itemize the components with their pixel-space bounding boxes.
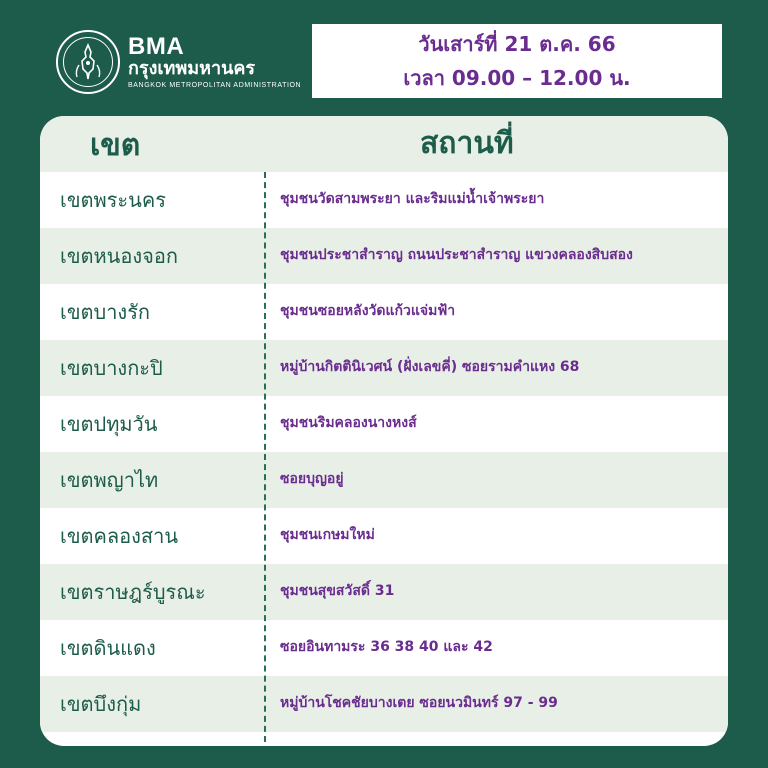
- place-cell: ชุมชนเกษมใหม่: [280, 527, 375, 543]
- header-place: สถานที่: [420, 126, 514, 161]
- logo-english-name: BANGKOK METROPOLITAN ADMINISTRATION: [128, 82, 302, 89]
- logo-thai-name: กรุงเทพมหานคร: [128, 58, 256, 79]
- district-cell: เขตปทุมวัน: [60, 412, 158, 436]
- district-cell: เขตหนองจอก: [60, 244, 178, 268]
- place-cell: ชุมชนประชาสำราญ ถนนประชาสำราญ แขวงคลองสิบสอง: [280, 247, 633, 263]
- table-row: [40, 620, 728, 676]
- bma-logo: [56, 30, 306, 100]
- place-cell: หมู่บ้านโชคชัยบางเตย ซอยนวมินทร์ 97 - 99: [280, 695, 558, 711]
- place-cell: ซอยอินทามระ 36 38 40 และ 42: [280, 639, 493, 655]
- schedule-table: [40, 116, 728, 746]
- district-cell: เขตคลองสาน: [60, 524, 179, 548]
- district-cell: เขตบึงกุ่ม: [60, 692, 142, 716]
- header-district: เขต: [90, 128, 141, 163]
- district-cell: เขตพระนคร: [60, 188, 166, 212]
- table-row: [40, 564, 728, 620]
- logo-short-name: BMA: [128, 33, 185, 60]
- table-row: [40, 284, 728, 340]
- event-time: เวลา 09.00 – 12.00 น.: [403, 66, 631, 90]
- table-header: [40, 116, 728, 172]
- table-row: [40, 676, 728, 732]
- place-cell: ชุมชนริมคลองนางหงส์: [280, 415, 417, 431]
- place-cell: หมู่บ้านกิตตินิเวศน์ (ฝั่งเลขคี่) ซอยรามคำแหง 68: [280, 359, 580, 375]
- table-row: [40, 396, 728, 452]
- place-cell: ซอยบุญอยู่: [280, 471, 344, 487]
- district-cell: เขตราษฎร์บูรณะ: [60, 580, 206, 604]
- column-divider: [264, 172, 266, 742]
- district-cell: เขตดินแดง: [60, 636, 156, 660]
- place-cell: ชุมชนสุขสวัสดิ์ 31: [280, 583, 395, 599]
- bangkok-seal-icon: [56, 30, 120, 94]
- district-cell: เขตพญาไท: [60, 468, 159, 492]
- table-row: [40, 340, 728, 396]
- table-row: [40, 172, 728, 228]
- date-box: [312, 24, 722, 98]
- place-cell: ชุมชนวัดสามพระยา และริมแม่น้ำเจ้าพระยา: [280, 191, 545, 207]
- place-cell: ชุมชนซอยหลังวัดแก้วแจ่มฟ้า: [280, 303, 456, 319]
- table-row: [40, 452, 728, 508]
- table-row: [40, 228, 728, 284]
- district-cell: เขตบางรัก: [60, 300, 151, 324]
- district-cell: เขตบางกะปิ: [60, 356, 163, 380]
- event-date: วันเสาร์ที่ 21 ต.ค. 66: [418, 32, 616, 56]
- table-body: [40, 172, 728, 732]
- table-row: [40, 508, 728, 564]
